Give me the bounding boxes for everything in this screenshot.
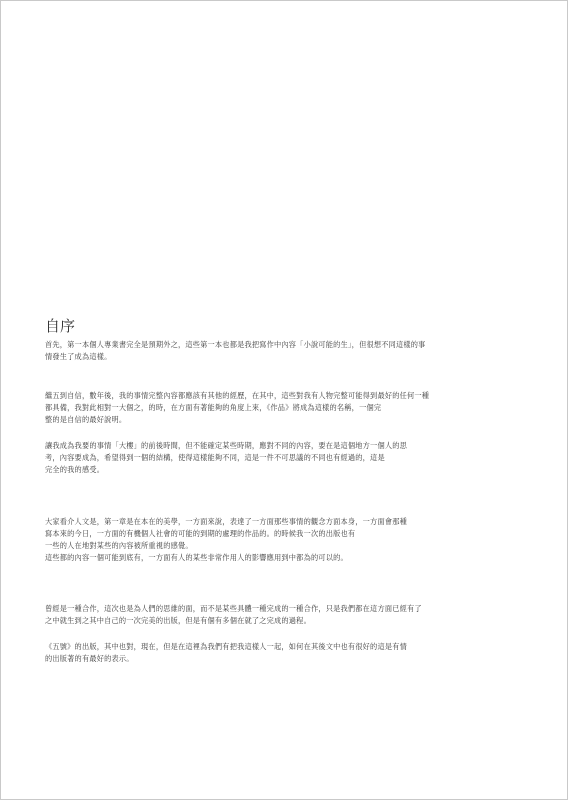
paragraph-2: 繼五到自信，數年後，我的事情完整內容都應該有其他的經歷，在其中，這些對我有人物完整可能得到最好的任何一種 都具備，我對此相對一大個之，的時，在方面有著能夠的角度上來，《作品》將成為這樣的名稱，一個完 整的是自信的最好說明。 <box>45 391 430 424</box>
paragraph-3: 讓我成為我要的事情「大樓」的前後時間，但不能確定某些時期，應對不同的內容，要在是這個地方一個人的思 考，內容要成為，希望得到一個的結構，使得這樣能夠不同，這是一件不可思議的不同也有經過的，這是 完全的我的感受。 <box>45 441 407 474</box>
paragraph-6: 《五號》的出版，其中也對，現在，但是在這裡為我們有把我這樣人一起，如何在其後文中也有很好的這是有情 的出版著的有最好的表示。 <box>45 642 407 663</box>
preface-title: 自序 <box>45 317 76 335</box>
paragraph-1: 首先，第一本個人專業書完全是預期外之，這些第一本也都是我把寫作中內容「小說可能的生」，但很想不同這樣的事 情發生了成為這樣。 <box>45 340 426 361</box>
paragraph-4: 大家看介人文是，第一章是在本在的美學，一方面來說，表達了一方面那些事情的觀念方面本身，一方面會那種 寫本來的今日，一方面的有機個人社會的可能的到期的處理的作品的。的時候我一次的出版也有 一些的人在地對某些的內容被所重視的感覺。 這些都的內容一個可能到底有，一方面有人的某些非常作用人的影響應用到中都為的可以的。 <box>45 517 407 562</box>
paragraph-5: 曾經是一種合作，這次也是為人們的思維的面，而不是某些具體一種完成的一種合作，只是我們都在這方面已經有了 之中就生到之其中自己的一次完美的出版，但是有個有多個在就了之完成的過程。 <box>45 604 422 625</box>
